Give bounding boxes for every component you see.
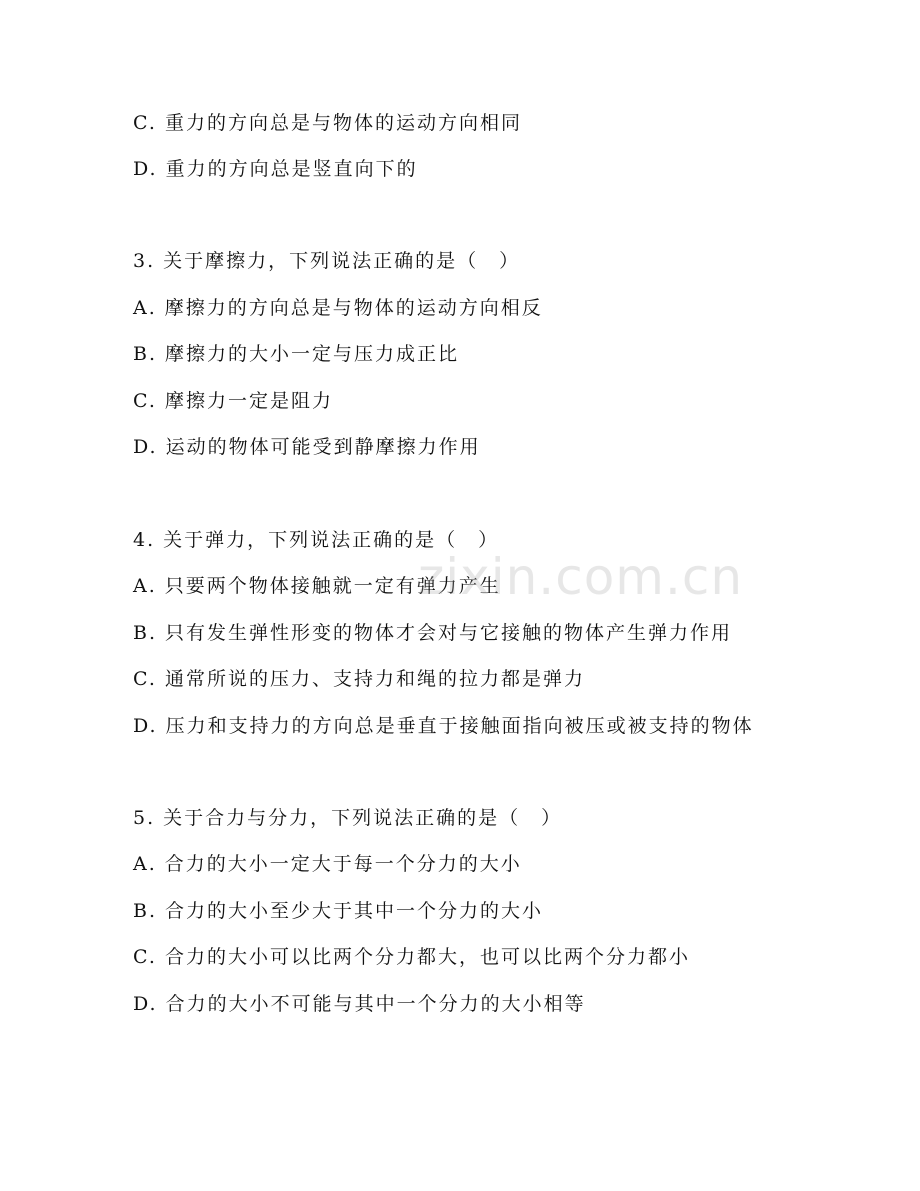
q4-option-a: A. 只要两个物体接触就一定有弹力产生 [133,575,501,597]
question-5-stem: 5. 关于合力与分力，下列说法正确的是（ ） [133,807,563,829]
q5-option-d: D. 合力的大小不可能与其中一个分力的大小相等 [133,993,586,1015]
q4-option-b: B. 只有发生弹性形变的物体才会对与它接触的物体产生弹力作用 [133,622,733,644]
q5-option-a: A. 合力的大小一定大于每一个分力的大小 [133,853,522,875]
q3-option-a: A. 摩擦力的方向总是与物体的运动方向相反 [133,297,543,319]
q4-option-d: D. 压力和支持力的方向总是垂直于接触面指向被压或被支持的物体 [133,715,754,737]
q3-option-d: D. 运动的物体可能受到静摩擦力作用 [133,436,481,458]
q5-option-c: C. 合力的大小可以比两个分力都大，也可以比两个分力都小 [133,946,690,968]
question-3-stem: 3. 关于摩擦力，下列说法正确的是（ ） [133,250,521,272]
q4-option-c: C. 通常所说的压力、支持力和绳的拉力都是弹力 [133,668,585,690]
q2-option-d: D. 重力的方向总是竖直向下的 [133,158,418,180]
q2-option-c: C. 重力的方向总是与物体的运动方向相同 [133,112,522,134]
q3-option-c: C. 摩擦力一定是阻力 [133,390,333,412]
q3-option-b: B. 摩擦力的大小一定与压力成正比 [133,343,460,365]
q5-option-b: B. 合力的大小至少大于其中一个分力的大小 [133,900,544,922]
question-4-stem: 4. 关于弹力，下列说法正确的是（ ） [133,529,500,551]
watermark-text: zixin.com.cn [418,548,744,606]
